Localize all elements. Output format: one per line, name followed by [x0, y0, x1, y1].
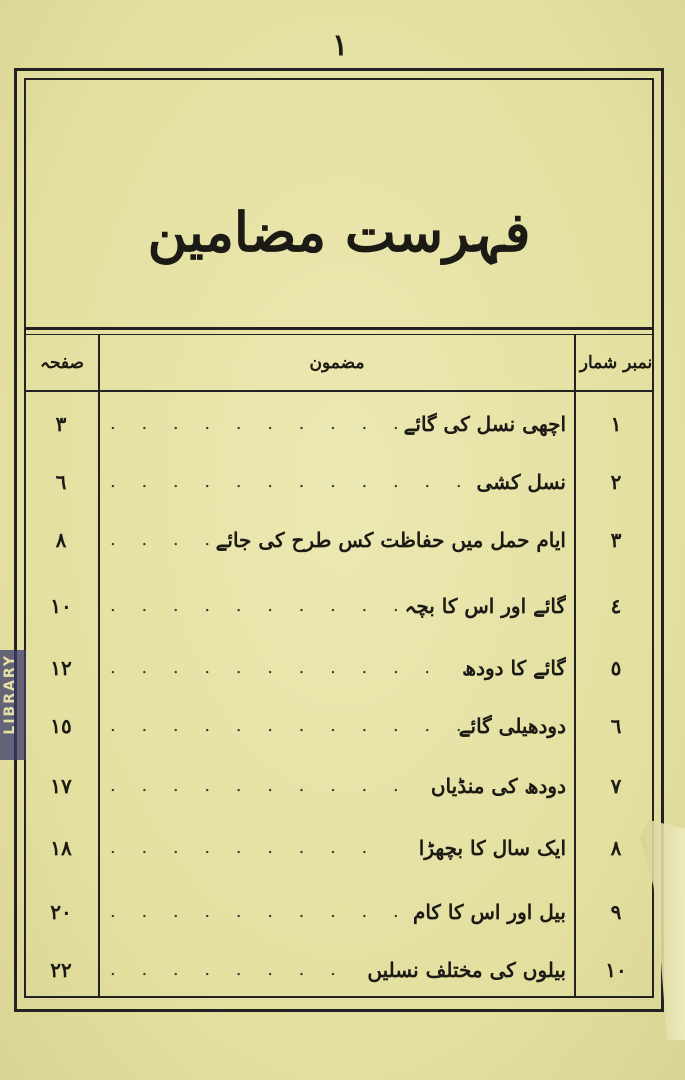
- title-divider-thin: [24, 334, 654, 335]
- row-page: ٦: [55, 470, 67, 494]
- toc-row: [0, 706, 685, 746]
- row-title: گائے اور اس کا بچہ: [404, 594, 566, 618]
- row-serial: ٥: [610, 656, 622, 680]
- row-page: ١٢: [50, 656, 72, 680]
- row-serial: ٣: [610, 528, 622, 552]
- row-title: اچھی نسل کی گائے: [403, 412, 566, 436]
- leader-dots: . . . . . . . . . .: [110, 595, 409, 616]
- leader-dots: . . . . . . . . . . . .: [110, 715, 472, 736]
- toc-row: [0, 828, 685, 868]
- row-page: ٣: [55, 412, 67, 436]
- toc-row: [0, 404, 685, 444]
- row-page: ١٧: [50, 774, 72, 798]
- row-serial: ٩: [610, 900, 622, 924]
- leader-dots: . . . . . . . . . .: [110, 413, 409, 434]
- title-panel: [26, 80, 652, 330]
- row-title: ایام حمل میں حفاظت کس طرح کی جائے: [215, 528, 566, 552]
- leader-dots: . . . .: [110, 529, 221, 550]
- page-number: ١: [331, 28, 349, 63]
- header-serial: نمبر شمار: [579, 353, 653, 373]
- row-title: ایک سال کا بچھڑا: [418, 836, 566, 860]
- row-serial: ١٠: [605, 958, 627, 982]
- toc-row: [0, 950, 685, 990]
- row-serial: ٤: [610, 594, 622, 618]
- toc-row: [0, 520, 685, 560]
- toc-row: [0, 766, 685, 806]
- leader-dots: . . . . . . . .: [110, 959, 346, 980]
- row-page: ٢٠: [50, 900, 72, 924]
- toc-row: [0, 462, 685, 502]
- row-page: ٨: [55, 528, 67, 552]
- row-serial: ١: [610, 412, 622, 436]
- row-serial: ٨: [610, 836, 622, 860]
- title-divider: [24, 327, 654, 330]
- row-serial: ٦: [610, 714, 622, 738]
- row-title: بیلوں کی مختلف نسلیں: [367, 958, 566, 982]
- library-stamp-text: LIBRARY: [2, 654, 18, 735]
- row-title: گائے کا دودھ: [462, 656, 566, 680]
- leader-dots: . . . . . . . . . . . .: [110, 471, 472, 492]
- contents-title: فہرست مضامین: [147, 200, 531, 264]
- toc-row: [0, 586, 685, 626]
- row-serial: ٢: [610, 470, 622, 494]
- library-stamp: [0, 650, 26, 760]
- leader-dots: . . . . . . . . . .: [110, 901, 409, 922]
- row-title: بیل اور اس کا کام: [412, 900, 566, 924]
- toc-row: [0, 648, 685, 688]
- header-subject: مضمون: [309, 353, 365, 373]
- row-page: ١٠: [50, 594, 72, 618]
- row-page: ١٥: [50, 714, 72, 738]
- leader-dots: . . . . . . . . . . .: [110, 657, 441, 678]
- toc-row: [0, 892, 685, 932]
- leader-dots: . . . . . . . . .: [110, 837, 378, 858]
- row-title: نسل کشی: [476, 470, 566, 494]
- row-page: ٢٢: [50, 958, 72, 982]
- row-page: ١٨: [50, 836, 72, 860]
- header-page: صفحہ: [40, 353, 84, 373]
- header-divider: [24, 390, 654, 392]
- row-serial: ٧: [610, 774, 622, 798]
- leader-dots: . . . . . . . . . .: [110, 775, 409, 796]
- row-title: دودھ کی منڈیاں: [430, 774, 566, 798]
- row-title: دودھیلی گائے: [458, 714, 566, 738]
